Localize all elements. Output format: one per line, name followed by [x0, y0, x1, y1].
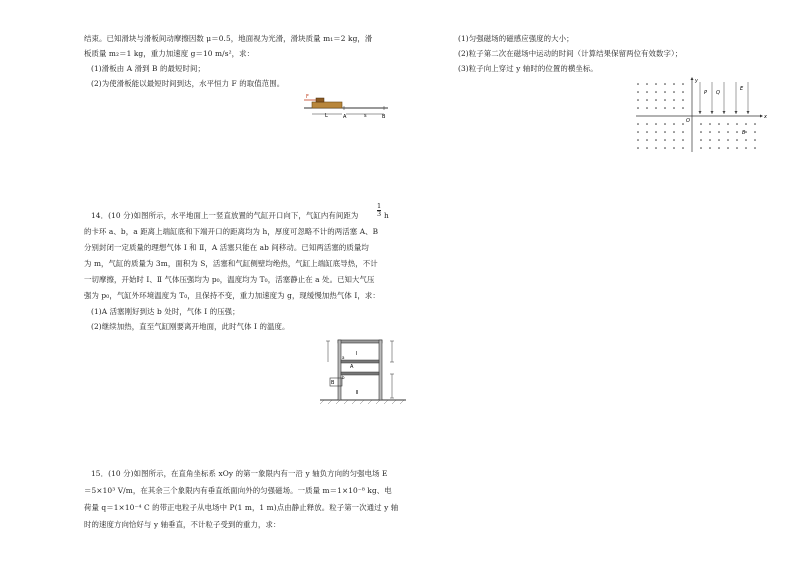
- field-dot: [682, 123, 684, 125]
- field-dot: [664, 147, 666, 149]
- field-dot: [673, 99, 675, 101]
- label-a: a: [342, 355, 345, 360]
- label-P: P: [704, 90, 708, 96]
- p14-line-4: 为 m，气缸的质量为 3m，面积为 S，活塞和气缸侧壁均绝热，气缸上端缸底导热，不计: [84, 259, 378, 268]
- field-dot: [637, 147, 639, 149]
- p15-question-3: (3)粒子向上穿过 y 轴时的位置的横坐标。: [458, 64, 598, 73]
- label-b: b: [342, 375, 345, 380]
- field-dot: [709, 147, 711, 149]
- label-B: B: [742, 130, 746, 136]
- p14-line-3: 分别封闭一定质量的理想气体 Ⅰ 和 Ⅱ，A 活塞只能在 ab 间移动。已知两活塞的质量均: [84, 243, 369, 252]
- field-dot: [637, 99, 639, 101]
- p15-question-2: (2)粒子第二次在磁场中运动的时间（计算结果保留两位有效数字）；: [458, 49, 683, 58]
- field-dot: [727, 147, 729, 149]
- fraction-numerator: 1: [377, 202, 382, 210]
- p14-line-5: 一切摩擦，开始时 Ⅰ、Ⅱ 气体压强均为 p₀，温度均为 T₀，活塞静止在 a 处。已知大气压: [84, 275, 375, 284]
- field-dot: [673, 83, 675, 85]
- field-dot: [673, 147, 675, 149]
- field-dot: [673, 139, 675, 141]
- field-dot: [664, 123, 666, 125]
- label-L: L: [325, 113, 328, 119]
- field-dot: [655, 83, 657, 85]
- p14-cylinder-figure: [320, 338, 410, 408]
- field-dot: [745, 147, 747, 149]
- p15-question-1: (1)匀强磁场的磁感应强度的大小；: [458, 34, 574, 43]
- field-dot: [754, 123, 756, 125]
- field-dot: [655, 91, 657, 93]
- label-y: y: [695, 78, 698, 84]
- field-dot: [646, 139, 648, 141]
- field-dot: [655, 139, 657, 141]
- label-E: E: [740, 86, 744, 92]
- p14-question-1: (1)A 活塞刚好到达 b 处时，气体 Ⅰ 的压强；: [91, 307, 240, 316]
- field-dot: [664, 99, 666, 101]
- field-dot: [700, 139, 702, 141]
- p15-line-2: ＝5×10³ V/m，在其余三个象限内有垂直纸面向外的匀强磁场。一质量 m＝1×10⁻⁸ kg、电: [84, 486, 392, 495]
- field-dot: [709, 123, 711, 125]
- field-dot: [745, 139, 747, 141]
- field-dot: [655, 123, 657, 125]
- field-dot: [700, 131, 702, 133]
- field-dot: [727, 131, 729, 133]
- field-dot: [646, 83, 648, 85]
- p15-field-figure: [632, 78, 772, 154]
- field-dot: [673, 107, 675, 109]
- field-dot: [673, 131, 675, 133]
- field-dot: [718, 131, 720, 133]
- field-dot: [754, 139, 756, 141]
- field-dot: [664, 83, 666, 85]
- field-dot: [718, 147, 720, 149]
- slider-block: [316, 98, 324, 102]
- field-dot: [646, 147, 648, 149]
- field-dot: [646, 91, 648, 93]
- label-F: F: [306, 94, 309, 100]
- field-dot: [709, 139, 711, 141]
- field-dot: [664, 107, 666, 109]
- p15-line-1: 15．(10 分)如图所示，在直角坐标系 xOy 的第一象限内有一沿 y 轴负方向的匀强电场 E: [91, 469, 388, 478]
- field-dot: [736, 139, 738, 141]
- field-dot: [637, 123, 639, 125]
- field-dot: [637, 83, 639, 85]
- field-dot: [646, 107, 648, 109]
- board-block: [312, 102, 342, 108]
- label-x: x: [764, 114, 767, 120]
- label-gas-II: Ⅱ: [356, 390, 359, 396]
- right-column: [410, 0, 794, 562]
- field-dot: [700, 123, 702, 125]
- field-dot: [745, 131, 747, 133]
- field-dot: [754, 147, 756, 149]
- field-dot: [637, 91, 639, 93]
- p14-line-6: 强为 p₀，气缸外环境温度为 T₀，且保持不变，重力加速度为 g，现缓慢加热气体 Ⅰ，求：: [84, 291, 380, 300]
- p13-question-2: (2)为使滑板能以最短时间到达，水平恒力 F 的取值范围。: [91, 79, 285, 88]
- field-dot: [655, 147, 657, 149]
- label-piston-B: B: [331, 380, 335, 386]
- field-dot: [655, 131, 657, 133]
- p13-question-1: (1)滑板由 A 滑到 B 的最短时间；: [91, 64, 205, 73]
- field-dot: [646, 131, 648, 133]
- field-dot: [655, 99, 657, 101]
- p15-line-3: 荷量 q＝1×10⁻⁴ C 的带正电粒子从电场中 P(1 m，1 m)点由静止释放。粒子第一次通过 y 轴: [84, 503, 399, 512]
- field-dot: [718, 123, 720, 125]
- field-dot: [655, 107, 657, 109]
- field-dot: [718, 139, 720, 141]
- field-dot: [646, 123, 648, 125]
- label-gas-I: Ⅰ: [356, 351, 358, 357]
- field-dot: [754, 131, 756, 133]
- fraction-denominator: 3: [377, 210, 382, 218]
- field-dot: [637, 131, 639, 133]
- p13-line-2: 板质量 m₂＝1 kg，重力加速度 g＝10 m/s²，求：: [84, 49, 255, 58]
- p14-fraction: [377, 203, 381, 218]
- field-dot: [682, 83, 684, 85]
- label-s: s: [364, 113, 367, 119]
- field-dot: [682, 91, 684, 93]
- field-dot: [664, 139, 666, 141]
- field-dot: [736, 123, 738, 125]
- field-dot: [682, 107, 684, 109]
- p13-line-1: 结束。已知滑块与滑板间动摩擦因数 μ＝0.5，地面视为光滑，滑块质量 m₁＝2 kg，滑: [84, 34, 373, 43]
- field-dot: [700, 147, 702, 149]
- field-dot: [673, 123, 675, 125]
- field-dot: [682, 131, 684, 133]
- label-B: B: [382, 114, 386, 120]
- field-dot: [745, 123, 747, 125]
- field-dot: [646, 99, 648, 101]
- field-dot: [637, 139, 639, 141]
- field-dot: [709, 131, 711, 133]
- fraction-tail: h: [384, 211, 389, 220]
- label-Q: Q: [716, 90, 720, 96]
- field-dot: [682, 147, 684, 149]
- field-dot: [637, 107, 639, 109]
- p14-line-1: 14．(10 分)如图所示，水平地面上一竖直放置的气缸开口向下，气缸内有间距为: [91, 211, 359, 220]
- label-piston-A: A: [350, 364, 354, 370]
- field-dot: [727, 123, 729, 125]
- field-dot: [682, 139, 684, 141]
- field-dot: [727, 139, 729, 141]
- field-dot: [682, 99, 684, 101]
- p15-line-4: 时的速度方向恰好与 y 轴垂直，不计粒子受到的重力，求：: [84, 520, 281, 529]
- field-dot: [673, 91, 675, 93]
- p14-line-2: 的卡环 a、b，a 距离上端缸底和下端开口的距离均为 h，厚度可忽略不计的两活塞 A、B: [84, 227, 379, 236]
- field-dot: [664, 131, 666, 133]
- field-dot: [736, 147, 738, 149]
- label-A: A: [343, 114, 347, 120]
- field-dot: [736, 131, 738, 133]
- p13-slider-figure: [290, 92, 400, 122]
- p14-question-2: (2)继续加热，直至气缸刚要离开地面，此时气体 Ⅰ 的温度。: [91, 322, 290, 331]
- field-dot: [664, 91, 666, 93]
- label-O: O: [686, 118, 690, 124]
